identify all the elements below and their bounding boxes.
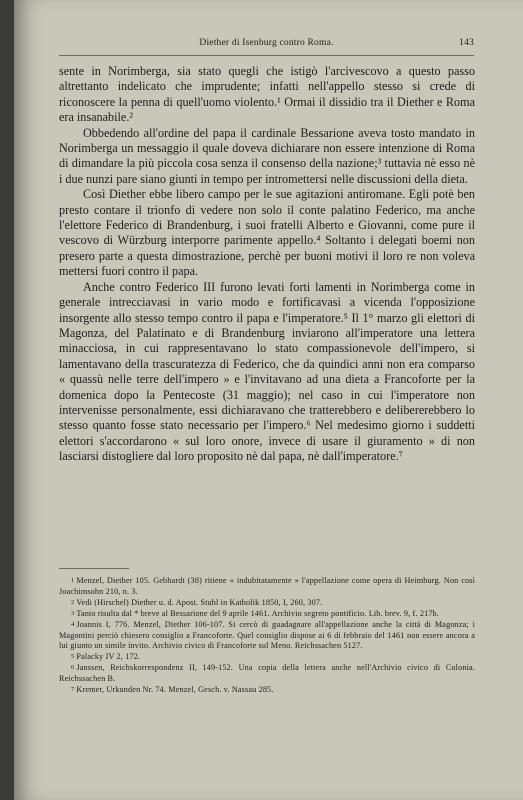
- footnote-text: Kremer, Urkunden Nr. 74. Menzel, Gesch. v. Nassau 285.: [76, 685, 274, 695]
- footnote-text: Janssen, Reichskorrespondenz II, 149-152. Una copia della lettera anche nell'Archivio civico di Colonia. Reichssachen B.: [59, 663, 475, 684]
- footnote-rule: [59, 568, 129, 569]
- footnote: [59, 652, 475, 663]
- paragraph: Anche contro Federico III furono levati forti lamenti in Norimberga come in generale intrecciavasi in vario modo e fortificavasi a vicenda l'opposizione insorgente allo stesso tempo contro il papa e l'imperatore.⁵ Il 1° marzo gli elettori di Magonza, del Palatinato e di Brandenburg inviarono all'imperatore una lettera minacciosa, in cui rappresentavano lo stato compassionevole dell'impero, si lamentavano della trascuratezza di Federico, che da quindici anni non era comparso « quassù nelle terre dell'impero » e l'invitavano ad una dieta a Francoforte per la domenica dopo la Pentecoste (31 maggio); nel caso in cui l'imperatore non intervenisse personalmente, essi dichiaravano che tratterebbero e delibererebbero lo stesso quanto fosse stato necessario per l'impero.⁶ Nel medesimo giorno i suddetti elettori s'accordarono « sul loro onore, invece di usare il giuramento » di non lasciarsi distogliere dal loro proposito nè dal papa, nè dall'imperatore.⁷: [59, 279, 475, 464]
- footnotes: [59, 576, 475, 696]
- paragraph: sente in Norimberga, sia stato quegli che istigò l'arcivescovo a questo passo altrettanto indelicato che imprudente; infatti nell'appello stesso si crede di riconoscere la penna di quell'uomo violento.¹ Ormai il dissidio tra il Diether e Roma era insanabile.²: [59, 64, 475, 125]
- footnote-text: Menzel, Diether 105. Gebhardt (38) ritiene « indubitatamente » l'appellazione come opera di Heimburg. Non così Joachimsohn 210, n. 3.: [59, 576, 475, 596]
- footnote: [59, 663, 475, 685]
- footnote-number: 2: [71, 598, 75, 606]
- footnote: [59, 685, 475, 696]
- running-header: [59, 38, 474, 52]
- paragraph: Obbedendo all'ordine del papa il cardinale Bessarione aveva tosto mandato in Norimberga un messaggio il quale doveva dichiarare non essere intenzione di Roma di dimandare la più piccola cosa senza il consenso della nazione;³ tuttavia nè esso nè i due nunzi pare siano giunti in tempo per intromettersi nelle discussioni della dieta.: [59, 125, 475, 186]
- header-rule: [59, 55, 474, 56]
- footnote-text: Palacky IV 2, 172.: [76, 652, 141, 662]
- running-title: Diether di Isenburg contro Roma.: [199, 38, 334, 48]
- footnote-number: 6: [71, 664, 75, 672]
- paragraph: Così Diether ebbe libero campo per le sue agitazioni antiromane. Egli potè ben presto contare il trionfo di vedere non solo il conte palatino Federico, ma anche l'elettore Federico di Brandenburg, i suoi fratelli Alberto e Giovanni, come pure il vescovo di Würzburg interporre parimente appello.⁴ Soltanto i delegati boemi non presero parte a questa dimostrazione, perchè per buoni motivi il loro re non voleva mettersi fuori contro il papa.: [59, 187, 475, 279]
- page-number: 143: [459, 38, 474, 48]
- footnote-text: Tanto risulta dal * breve al Bessarione del 9 aprile 1461. Archivio segreto pontificio. Lib. brev. 9, f. 217b.: [76, 608, 439, 618]
- footnote-number: 4: [71, 620, 75, 628]
- footnote-number: 7: [71, 686, 75, 694]
- footnote-number: 3: [71, 609, 75, 617]
- footnote-text: Joannis I, 776. Menzel, Diether 106-107. Si cercò di guadagnare all'appellazione anche la città di Magonza; i Magontini perciò chiesero consiglio a Francoforte. Quel consiglio dispose ai 6 di febbraio del 1461 non essere ancora a lui giunto un simile invito. Archivio civico di Francoforte sul Meno. Reichssachen 5127.: [59, 619, 475, 651]
- footnote: [59, 576, 475, 598]
- book-page: [14, 0, 523, 800]
- footnote: [59, 609, 475, 620]
- footnote-number: 5: [71, 653, 75, 661]
- footnote-text: Vedi (Hirschel) Diether u. d. Apost. Stuhl in Katholik 1850, I, 260, 307.: [76, 597, 323, 607]
- footnote: [59, 598, 475, 609]
- main-text: [59, 64, 475, 465]
- footnote: [59, 620, 475, 653]
- footnote-number: 1: [71, 577, 75, 584]
